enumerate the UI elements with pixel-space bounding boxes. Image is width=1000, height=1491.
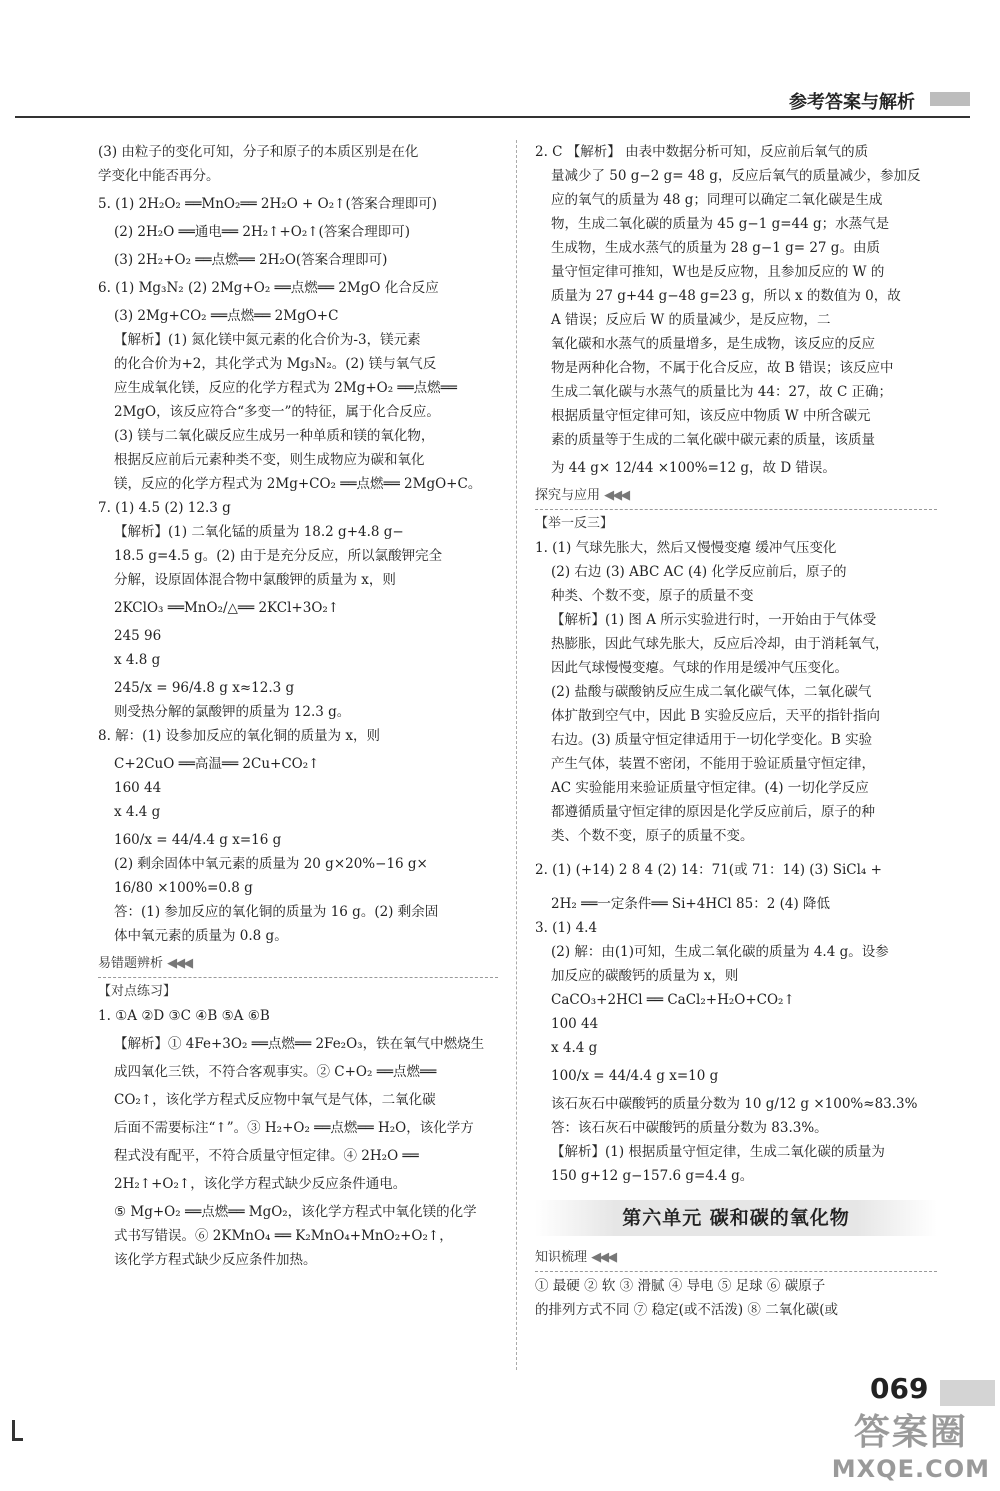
text-line: 【解析】(1) 根据质量守恒定律，生成二氧化碳的质量为 [551,1144,885,1160]
text-line: (2) 右边 (3) ABC AC (4) 化学反应前后，原子的 [551,564,847,580]
text-line: 的化合价为+2，其化学式为 Mg₃N₂。(2) 镁与氧气反 [114,356,437,372]
equation-line: 160 44 [114,780,162,796]
text-line: 1. (1) 气球先胀大，然后又慢慢变瘪 缓冲气压变化 [535,540,837,556]
equation-line: 245 96 [114,628,162,644]
equation-line: CaCO₃+2HCl ══ CaCl₂+H₂O+CO₂↑ [551,992,795,1008]
text-line: CO₂↑，该化学方程式反应物中氧气是气体，二氧化碳 [114,1092,436,1108]
text-line: 产生气体，装置不密闭，不能用于验证质量守恒定律， [551,756,875,772]
text-line: 种类、个数不变，原子的质量不变 [551,588,754,604]
text-line: 该化学方程式缺少反应条件加热。 [114,1252,317,1268]
text-line: 3. (1) 4.4 [535,920,598,936]
text-line: 5. (1) 2H₂O₂ ══MnO₂══ 2H₂O + O₂↑(答案合理即可) [98,196,437,212]
section-heading: 知识梳理 ◀◀◀ [535,1246,937,1272]
text-line: 根据反应前后元素种类不变，则生成物应为碳和氧化 [114,452,425,468]
watermark [832,1404,990,1483]
text-line: 150 g+12 g−157.6 g=4.4 g。 [551,1168,754,1184]
text-line: 生成物，生成水蒸气的质量为 28 g−1 g= 27 g。由质 [551,240,880,256]
text-line: 学变化中能否再分。 [98,168,220,184]
equation-line: 245/x = 96/4.8 g x≈12.3 g [114,680,295,696]
text-line: 应生成氧化镁，反应的化学方程式为 2Mg+O₂ ══点燃══ [114,380,457,396]
equation-line: x 4.8 g [114,652,161,668]
text-line: 右边。(3) 质量守恒定律适用于一切化学变化。B 实验 [551,732,873,748]
text-line: 物是两种化合物，不属于化合反应，故 B 错误；该反应中 [551,360,894,376]
text-line: 生成二氧化碳与水蒸气的质量比为 44：27，故 C 正确； [551,384,893,400]
text-line: 【解析】(1) 氮化镁中氮元素的化合价为-3，镁元素 [114,332,421,348]
equation-line: 100 44 [551,1016,599,1032]
section-heading: 探究与应用 ◀◀◀ [535,484,937,510]
text-line: (2) 盐酸与碳酸钠反应生成二氧化碳气体，二氧化碳气 [551,684,872,700]
text-line: 答：(1) 参加反应的氧化铜的质量为 16 g。(2) 剩余固 [114,904,439,920]
text-line: 2. (1) (+14) 2 8 4 (2) 14：71(或 71：14) (3) SiCl₄ + [535,862,882,878]
text-line: 该石灰石中碳酸钙的质量分数为 10 g/12 g ×100%≈83.3% [551,1096,918,1112]
watermark-url: MXQE.COM [831,1455,990,1483]
equation-line: x 4.4 g [114,804,161,820]
text-line: 【解析】① 4Fe+3O₂ ══点燃══ 2Fe₂O₃，铁在氧气中燃烧生 [114,1036,485,1052]
text-line: 都遵循质量守恒定律的原因是化学反应前后，原子的种 [551,804,875,820]
text-line: 【解析】(1) 图 A 所示实验进行时，一开始由于气体受 [551,612,877,628]
text-line: ⑤ Mg+O₂ ══点燃══ MgO₂，该化学方程式中氧化镁的化学 [114,1204,477,1220]
equation-line: 2H₂ ══一定条件══ Si+4HCl 85：2 (4) 降低 [551,896,831,912]
text-line: (2) 2H₂O ══通电══ 2H₂↑+O₂↑(答案合理即可) [114,224,411,240]
text-line: 16/80 ×100%=0.8 g [114,880,253,896]
text-line: 体扩散到空气中，因此 B 实验反应后，天平的指针指向 [551,708,881,724]
text-line: 热膨胀，因此气球先胀大，反应后冷却，由于消耗氧气， [551,636,889,652]
equation-line: 2KClO₃ ══MnO₂/△══ 2KCl+3O₂↑ [114,600,340,616]
sub-tag: 【对点练习】 [98,984,177,999]
column-divider [516,140,517,1370]
text-line: 类、个数不变，原子的质量不变。 [551,828,754,844]
unit-title: 第六单元 碳和碳的氧化物 [535,1200,937,1236]
header-accent-bar [930,92,970,106]
text-line: AC 实验能用来验证质量守恒定律。(4) 一切化学反应 [551,780,869,796]
text-line: 体中氧元素的质量为 0.8 g。 [114,928,288,944]
text-line: 量守恒定律可推知，W也是反应物，且参加反应的 W 的 [551,264,885,280]
section-heading: 易错题辨析 ◀◀◀ [98,952,498,978]
text-line: 物，生成二氧化碳的质量为 45 g−1 g=44 g；水蒸气是 [551,216,890,232]
text-line: 2MgO，该反应符合“多变一”的特征，属于化合反应。 [114,404,440,420]
text-line: (3) 2H₂+O₂ ══点燃══ 2H₂O(答案合理即可) [114,252,388,268]
text-line: (2) 解：由(1)可知，生成二氧化碳的质量为 4.4 g。设参 [551,944,889,960]
text-line: 1. ①A ②D ③C ④B ⑤A ⑥B [98,1008,270,1024]
sub-tag: 【举一反三】 [535,516,614,531]
text-line: 氧化碳和水蒸气的质量增多，是生成物，该反应的反应 [551,336,875,352]
header-title: 参考答案与解析 [789,92,915,113]
page-header [15,82,970,118]
text-line: 则受热分解的氯酸钾的质量为 12.3 g。 [114,704,351,720]
text-line: 镁，反应的化学方程式为 2Mg+CO₂ ══点燃══ 2MgO+C。 [114,476,482,492]
text-line: 素的质量等于生成的二氧化碳中碳元素的质量，该质量 [551,432,875,448]
text-line: 6. (1) Mg₃N₂ (2) 2Mg+O₂ ══点燃══ 2MgO 化合反应 [98,280,439,296]
text-line: (2) 剩余固体中氧元素的质量为 20 g×20%−16 g× [114,856,428,872]
text-line: 答：该石灰石中碳酸钙的质量分数为 83.3%。 [551,1120,828,1136]
text-line: 加反应的碳酸钙的质量为 x，则 [551,968,739,984]
equation-line: 100/x = 44/4.4 g x=10 g [551,1068,719,1084]
text-line: 18.5 g=4.5 g。(2) 由于是充分反应，所以氯酸钾完全 [114,548,443,564]
text-line: 8. 解：(1) 设参加反应的氧化铜的质量为 x，则 [98,728,380,744]
text-line: 分解，设原固体混合物中氯酸钾的质量为 x，则 [114,572,396,588]
left-column [98,140,498,1272]
text-line: 量减少了 50 g−2 g= 48 g，反应后氧气的质量减少，参加反 [551,168,921,184]
corner-mark [12,1420,23,1441]
text-line: 质量为 27 g+44 g−48 g=23 g，所以 x 的数值为 0，故 [551,288,901,304]
text-line: 程式没有配平，不符合质量守恒定律。④ 2H₂O ══ [114,1148,419,1164]
page-number-bar [940,1380,995,1406]
text-line: 因此气球慢慢变瘪。气球的作用是缓冲气压变化。 [551,660,848,676]
watermark-logo: 答案圈 [853,1412,968,1453]
text-line: 的排列方式不同 ⑦ 稳定(或不活泼) ⑧ 二氧化碳(或 [535,1302,838,1318]
equation-line: 160/x = 44/4.4 g x=16 g [114,832,282,848]
text-line: 式书写错误。⑥ 2KMnO₄ ══ K₂MnO₄+MnO₂+O₂↑， [114,1228,453,1244]
text-line: 成四氧化三铁，不符合客观事实。② C+O₂ ══点燃══ [114,1064,437,1080]
equation-line: x 4.4 g [551,1040,598,1056]
text-line: 根据质量守恒定律可知，该反应中物质 W 中所含碳元 [551,408,871,424]
text-line: 后面不需要标注“↑”。③ H₂+O₂ ══点燃══ H₂O，该化学方 [114,1120,474,1136]
text-line: ① 最硬 ② 软 ③ 滑腻 ④ 导电 ⑤ 足球 ⑥ 碳原子 [535,1278,826,1294]
text-line: 应的氧气的质量为 48 g；同理可以确定二氧化碳是生成 [551,192,883,208]
text-line: 为 44 g× 12/44 ×100%=12 g，故 D 错误。 [551,460,836,476]
right-column [535,140,937,1322]
text-line: 7. (1) 4.5 (2) 12.3 g [98,500,231,516]
page-number: 069 [870,1372,929,1405]
text-line: (3) 由粒子的变化可知，分子和原子的本质区别是在化 [98,144,419,160]
text-line: A 错误；反应后 W 的质量减少，是反应物，二 [551,312,831,328]
text-line: (3) 2Mg+CO₂ ══点燃══ 2MgO+C [114,308,339,324]
equation-line: C+2CuO ══高温══ 2Cu+CO₂↑ [114,756,320,772]
text-line: 【解析】(1) 二氧化锰的质量为 18.2 g+4.8 g− [114,524,404,540]
text-line: 2H₂↑+O₂↑，该化学方程式缺少反应条件通电。 [114,1176,407,1192]
text-line: (3) 镁与二氧化碳反应生成另一种单质和镁的氧化物， [114,428,435,444]
text-line: 2. C 【解析】 由表中数据分析可知，反应前后氧气的质 [535,144,869,160]
